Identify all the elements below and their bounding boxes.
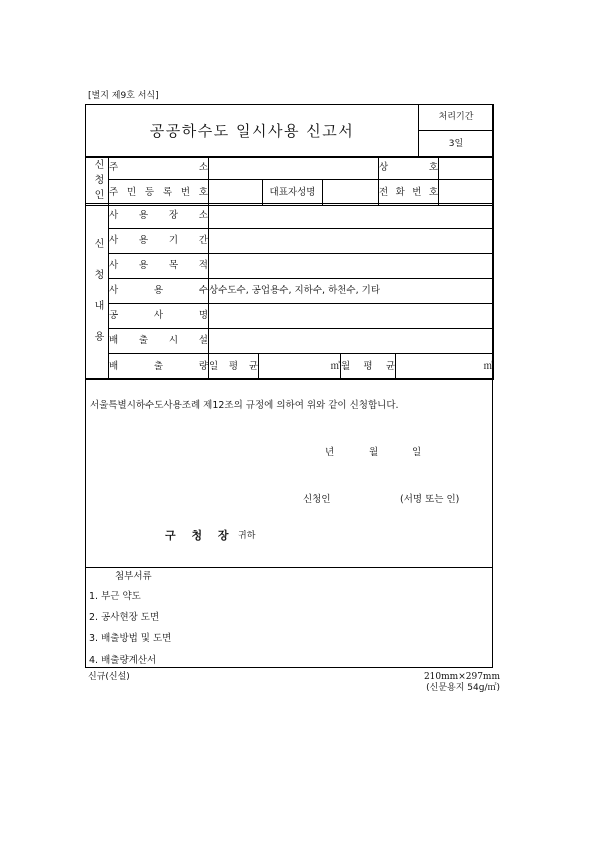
form-title: 공공하수도 일시사용 신고서: [86, 105, 419, 158]
daily-average-unit: ㎥: [330, 360, 340, 372]
date-year-label: 년: [325, 447, 335, 458]
applicant-section-label-cell: [86, 157, 109, 206]
attachment-item: 4. 배출량계산서: [89, 655, 157, 666]
request-section-label-cell: [86, 204, 109, 380]
daily-average-field: [259, 354, 341, 380]
daily-average-label: 일 평 균: [209, 354, 259, 380]
water-source-options: 상수도수, 공업용수, 지하수, 하천수, 기타: [209, 279, 494, 304]
declaration-statement: 서울특별시하수도사용조례 제12조의 규정에 의하여 위와 같이 신청합니다.: [90, 400, 399, 411]
monthly-average-label: 월 평 균: [341, 354, 396, 380]
form-category: 신규(신설): [88, 672, 130, 682]
discharge-amount-label: 배 출 량: [109, 354, 209, 380]
phone-label: 전 화 번 호: [379, 180, 439, 205]
usage-period-label: 사 용 기 간: [109, 229, 209, 254]
attachment-item: 2. 공사현장 도면: [89, 612, 160, 623]
discharge-facility-field: [209, 329, 494, 354]
usage-location-field: [209, 204, 494, 229]
request-section: [85, 203, 494, 380]
declaration-box: [85, 378, 493, 568]
signature-note: (서명 또는 인): [400, 494, 460, 505]
paper-size: 210mm×297mm: [423, 672, 500, 682]
attachments-title: 첨부서류: [115, 571, 152, 582]
discharge-facility-label: 배 출 시 설: [109, 329, 209, 354]
date-day-label: 일: [412, 447, 422, 458]
water-source-label: 사 용 수: [109, 279, 209, 304]
processing-period-value: 3일: [419, 131, 494, 158]
construction-name-field: [209, 304, 494, 329]
usage-purpose-label: 사 용 목 적: [109, 254, 209, 279]
address-field: [209, 157, 379, 180]
request-section-label: 신청내용: [92, 238, 103, 363]
title-section: [85, 104, 494, 158]
usage-location-label: 사 용 장 소: [109, 204, 209, 229]
business-name-field: [439, 157, 494, 180]
date-month-label: 월: [369, 447, 379, 458]
recipient-honorific: 귀하: [238, 531, 256, 541]
form-number: [별지 제9호 서식]: [88, 91, 159, 101]
signer-label: 신청인: [303, 494, 331, 505]
recipient: 구 청 장: [165, 529, 233, 542]
construction-name-label: 공 사 명: [109, 304, 209, 329]
processing-period-label: 처리기간: [419, 105, 494, 131]
resident-number-field: [209, 180, 263, 205]
attachment-item: 1. 부근 약도: [89, 591, 141, 602]
monthly-average-unit: ㎥: [483, 360, 493, 372]
paper-type: (신문용지 54g/㎡): [426, 683, 500, 693]
phone-field: [439, 180, 494, 205]
resident-number-label: 주 민 등 록 번 호: [109, 180, 209, 205]
attachments-box: [85, 567, 493, 668]
attachment-item: 3. 배출방법 및 도면: [89, 633, 172, 644]
monthly-average-field: [396, 354, 494, 380]
business-name-label: 상 호: [379, 157, 439, 180]
address-label: 주 소: [109, 157, 209, 180]
representative-label: 대표자성명: [263, 180, 323, 205]
applicant-section-label: 신청인: [92, 159, 103, 204]
usage-period-field: [209, 229, 494, 254]
representative-field: [323, 180, 379, 205]
applicant-section: [85, 156, 494, 206]
usage-purpose-field: [209, 254, 494, 279]
